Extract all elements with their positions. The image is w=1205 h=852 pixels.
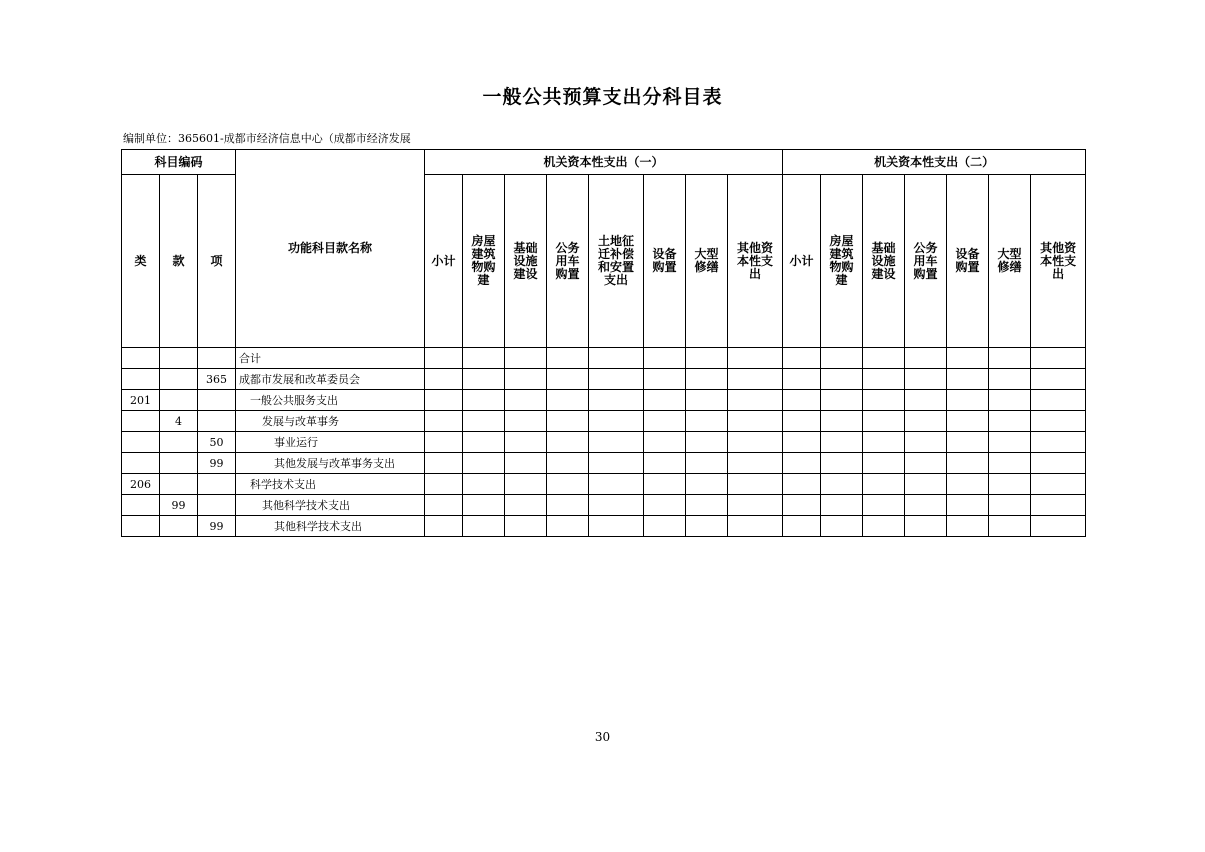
kuan-cell: [160, 474, 198, 495]
amount-cell: [989, 474, 1031, 495]
group1-col-header: 房屋 建筑 物购 建: [463, 175, 505, 348]
compiling-unit-label: 编制单位：365601-成都市经济信息中心（成都市经济发展: [123, 132, 411, 145]
amount-cell: [821, 495, 863, 516]
amount-cell: [989, 453, 1031, 474]
amount-cell: [947, 369, 989, 390]
amount-cell: [989, 516, 1031, 537]
amount-cell: [1031, 516, 1086, 537]
amount-cell: [1031, 411, 1086, 432]
table-row: [122, 390, 1086, 411]
amount-cell: [947, 390, 989, 411]
amount-cell: [505, 390, 547, 411]
amount-cell: [463, 516, 505, 537]
amount-cell: [947, 474, 989, 495]
kuan-cell: [160, 390, 198, 411]
func-name-cell: 一般公共服务支出: [236, 390, 425, 411]
amount-cell: [947, 453, 989, 474]
amount-cell: [783, 390, 821, 411]
func-name-cell: 合计: [236, 348, 425, 369]
amount-cell: [947, 495, 989, 516]
amount-cell: [1031, 495, 1086, 516]
table-row: [122, 411, 1086, 432]
amount-cell: [547, 474, 589, 495]
amount-cell: [728, 348, 783, 369]
amount-cell: [821, 516, 863, 537]
amount-cell: [644, 453, 686, 474]
amount-cell: [644, 495, 686, 516]
amount-cell: [425, 495, 463, 516]
page-title: 一般公共预算支出分科目表: [482, 86, 723, 108]
amount-cell: [905, 474, 947, 495]
lei-cell: [122, 432, 160, 453]
group2-col-header: 房屋 建筑 物购 建: [821, 175, 863, 348]
kuan-cell: [160, 432, 198, 453]
amount-cell: [644, 369, 686, 390]
amount-cell: [863, 432, 905, 453]
amount-cell: [905, 390, 947, 411]
func-name-cell: 其他发展与改革事务支出: [236, 453, 425, 474]
amount-cell: [686, 348, 728, 369]
amount-cell: [905, 453, 947, 474]
amount-cell: [821, 348, 863, 369]
amount-cell: [821, 453, 863, 474]
group2-col-header: 设备 购置: [947, 175, 989, 348]
group1-header: 机关资本性支出（一）: [425, 150, 783, 175]
amount-cell: [686, 453, 728, 474]
amount-cell: [686, 369, 728, 390]
xiang-cell: [198, 411, 236, 432]
amount-cell: [589, 432, 644, 453]
amount-cell: [728, 516, 783, 537]
amount-cell: [505, 348, 547, 369]
amount-cell: [686, 474, 728, 495]
lei-cell: [122, 348, 160, 369]
amount-cell: [989, 390, 1031, 411]
amount-cell: [821, 390, 863, 411]
amount-cell: [863, 516, 905, 537]
amount-cell: [547, 432, 589, 453]
amount-cell: [547, 411, 589, 432]
amount-cell: [463, 453, 505, 474]
page-number: 30: [594, 730, 611, 744]
amount-cell: [505, 453, 547, 474]
amount-cell: [728, 474, 783, 495]
xiang-header: 项: [198, 175, 236, 348]
amount-cell: [947, 432, 989, 453]
group2-header: 机关资本性支出（二）: [783, 150, 1086, 175]
amount-cell: [783, 453, 821, 474]
amount-cell: [905, 369, 947, 390]
amount-cell: [686, 390, 728, 411]
code-group-header: 科目编码: [122, 150, 236, 175]
lei-cell: [122, 369, 160, 390]
func-name-cell: 事业运行: [236, 432, 425, 453]
func-name-cell: 发展与改革事务: [236, 411, 425, 432]
amount-cell: [686, 411, 728, 432]
table-row: [122, 453, 1086, 474]
amount-cell: [686, 516, 728, 537]
amount-cell: [989, 411, 1031, 432]
xiang-cell: 365: [198, 369, 236, 390]
lei-cell: [122, 495, 160, 516]
amount-cell: [783, 474, 821, 495]
amount-cell: [589, 474, 644, 495]
amount-cell: [905, 348, 947, 369]
table-row: [122, 516, 1086, 537]
lei-cell: 206: [122, 474, 160, 495]
amount-cell: [589, 411, 644, 432]
amount-cell: [989, 495, 1031, 516]
amount-cell: [589, 369, 644, 390]
amount-cell: [505, 369, 547, 390]
group1-col-header: 小计: [425, 175, 463, 348]
table-row: [122, 348, 1086, 369]
func-name-cell: 成都市发展和改革委员会: [236, 369, 425, 390]
amount-cell: [821, 432, 863, 453]
amount-cell: [905, 495, 947, 516]
amount-cell: [1031, 432, 1086, 453]
xiang-cell: 50: [198, 432, 236, 453]
kuan-cell: [160, 516, 198, 537]
amount-cell: [947, 348, 989, 369]
amount-cell: [863, 474, 905, 495]
amount-cell: [425, 453, 463, 474]
amount-cell: [1031, 453, 1086, 474]
lei-cell: [122, 411, 160, 432]
amount-cell: [589, 453, 644, 474]
amount-cell: [863, 369, 905, 390]
amount-cell: [989, 432, 1031, 453]
amount-cell: [425, 474, 463, 495]
xiang-cell: 99: [198, 453, 236, 474]
amount-cell: [1031, 348, 1086, 369]
amount-cell: [821, 411, 863, 432]
amount-cell: [905, 432, 947, 453]
kuan-header: 款: [160, 175, 198, 348]
amount-cell: [905, 411, 947, 432]
group1-col-header: 土地征 迁补偿 和安置 支出: [589, 175, 644, 348]
amount-cell: [547, 369, 589, 390]
amount-cell: [821, 474, 863, 495]
amount-cell: [947, 411, 989, 432]
amount-cell: [644, 348, 686, 369]
amount-cell: [547, 495, 589, 516]
amount-cell: [783, 348, 821, 369]
amount-cell: [505, 411, 547, 432]
amount-cell: [783, 369, 821, 390]
amount-cell: [644, 516, 686, 537]
kuan-cell: 99: [160, 495, 198, 516]
xiang-cell: [198, 495, 236, 516]
amount-cell: [947, 516, 989, 537]
func-name-cell: 其他科学技术支出: [236, 516, 425, 537]
xiang-cell: [198, 348, 236, 369]
amount-cell: [644, 411, 686, 432]
amount-cell: [463, 390, 505, 411]
amount-cell: [989, 348, 1031, 369]
amount-cell: [728, 369, 783, 390]
group1-col-header: 设备 购置: [644, 175, 686, 348]
amount-cell: [863, 411, 905, 432]
kuan-cell: [160, 348, 198, 369]
amount-cell: [863, 453, 905, 474]
amount-cell: [821, 369, 863, 390]
amount-cell: [547, 453, 589, 474]
kuan-cell: [160, 369, 198, 390]
group2-col-header: 大型 修缮: [989, 175, 1031, 348]
amount-cell: [547, 390, 589, 411]
amount-cell: [644, 432, 686, 453]
amount-cell: [783, 432, 821, 453]
amount-cell: [463, 411, 505, 432]
amount-cell: [589, 516, 644, 537]
amount-cell: [989, 369, 1031, 390]
lei-header: 类: [122, 175, 160, 348]
amount-cell: [863, 348, 905, 369]
amount-cell: [505, 474, 547, 495]
group1-col-header: 基础 设施 建设: [505, 175, 547, 348]
amount-cell: [589, 390, 644, 411]
amount-cell: [783, 516, 821, 537]
amount-cell: [783, 495, 821, 516]
xiang-cell: [198, 474, 236, 495]
lei-cell: [122, 453, 160, 474]
group1-col-header: 公务 用车 购置: [547, 175, 589, 348]
lei-cell: 201: [122, 390, 160, 411]
amount-cell: [547, 348, 589, 369]
table-row: [122, 474, 1086, 495]
amount-cell: [1031, 369, 1086, 390]
xiang-cell: [198, 390, 236, 411]
amount-cell: [463, 369, 505, 390]
group2-col-header: 基础 设施 建设: [863, 175, 905, 348]
table-row: [122, 369, 1086, 390]
amount-cell: [425, 411, 463, 432]
amount-cell: [728, 432, 783, 453]
amount-cell: [686, 432, 728, 453]
amount-cell: [463, 432, 505, 453]
amount-cell: [425, 390, 463, 411]
amount-cell: [686, 495, 728, 516]
group2-col-header: 其他资 本性支 出: [1031, 175, 1086, 348]
func-name-header: 功能科目款名称: [236, 150, 425, 348]
func-name-cell: 科学技术支出: [236, 474, 425, 495]
table-row: [122, 432, 1086, 453]
amount-cell: [589, 348, 644, 369]
amount-cell: [425, 516, 463, 537]
amount-cell: [905, 516, 947, 537]
func-name-cell: 其他科学技术支出: [236, 495, 425, 516]
amount-cell: [505, 432, 547, 453]
amount-cell: [425, 432, 463, 453]
amount-cell: [463, 495, 505, 516]
amount-cell: [425, 348, 463, 369]
amount-cell: [644, 474, 686, 495]
amount-cell: [728, 495, 783, 516]
xiang-cell: 99: [198, 516, 236, 537]
amount-cell: [1031, 474, 1086, 495]
amount-cell: [505, 516, 547, 537]
amount-cell: [644, 390, 686, 411]
amount-cell: [728, 453, 783, 474]
group2-col-header: 小计: [783, 175, 821, 348]
amount-cell: [463, 348, 505, 369]
table-row: [122, 495, 1086, 516]
amount-cell: [783, 411, 821, 432]
amount-cell: [589, 495, 644, 516]
amount-cell: [1031, 390, 1086, 411]
amount-cell: [463, 474, 505, 495]
group2-col-header: 公务 用车 购置: [905, 175, 947, 348]
amount-cell: [425, 369, 463, 390]
group1-col-header: 大型 修缮: [686, 175, 728, 348]
group1-col-header: 其他资 本性支 出: [728, 175, 783, 348]
lei-cell: [122, 516, 160, 537]
amount-cell: [547, 516, 589, 537]
amount-cell: [863, 495, 905, 516]
amount-cell: [505, 495, 547, 516]
kuan-cell: [160, 453, 198, 474]
budget-table: [121, 149, 1086, 537]
amount-cell: [728, 390, 783, 411]
kuan-cell: 4: [160, 411, 198, 432]
amount-cell: [728, 411, 783, 432]
amount-cell: [863, 390, 905, 411]
